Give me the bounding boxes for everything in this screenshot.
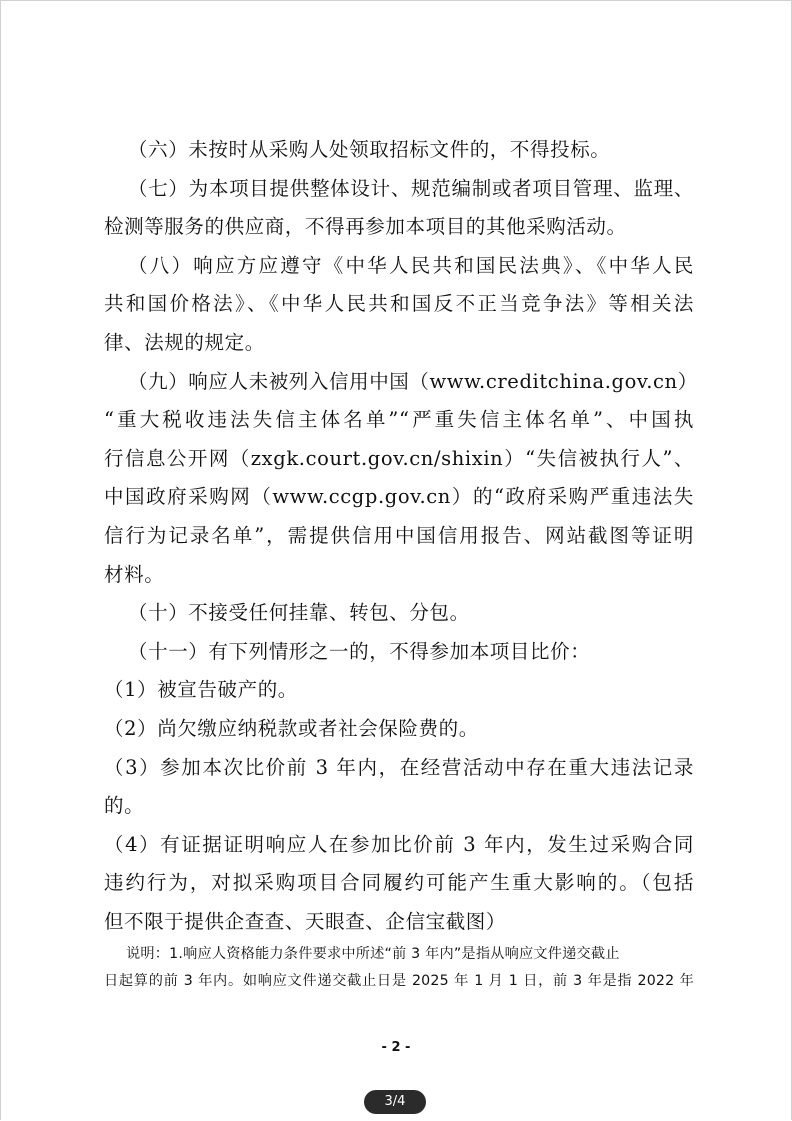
paragraph-line: 共和国价格法》、《中华人民共和国反不正当竞争法》等相关法 bbox=[104, 292, 694, 316]
paragraph-line: “重大税收违法失信主体名单”“严重失信主体名单”、中国执 bbox=[104, 408, 694, 432]
paragraph-line: 信行为记录名单”，需提供信用中国信用报告、网站截图等证明 bbox=[104, 523, 694, 547]
page-indicator: 3/4 bbox=[364, 1090, 426, 1114]
page-number: - 2 - bbox=[381, 1040, 411, 1055]
paragraph-line: 行信息公开网（zxgk.court.gov.cn/shixin）“失信被执行人”、 bbox=[104, 446, 694, 470]
paragraph-line: 材料。 bbox=[104, 562, 165, 586]
paragraph-line: 律、法规的规定。 bbox=[104, 330, 265, 354]
paragraph-line: （1）被宣告破产的。 bbox=[104, 678, 298, 702]
paragraph-line: 中国政府采购网（www.ccgp.gov.cn）的“政府采购严重违法失 bbox=[104, 485, 694, 509]
paragraph-line: （七）为本项目提供整体设计、规范编制或者项目管理、监理、 bbox=[128, 176, 694, 200]
paragraph-line: （六）未按时从采购人处领取招标文件的，不得投标。 bbox=[128, 138, 611, 161]
paragraph-line: （十）不接受任何挂靠、转包、分包。 bbox=[128, 601, 470, 625]
paragraph-line: 但不限于提供企查查、天眼查、企信宝截图） bbox=[104, 909, 507, 933]
paragraph-line: （九）响应人未被列入信用中国（www.creditchina.gov.cn） bbox=[128, 369, 698, 393]
note-line: 说明：1.响应人资格能力条件要求中所述“前 3 年内”是指从响应文件递交截止 bbox=[126, 946, 620, 963]
paragraph-line: （4）有证据证明响应人在参加比价前 3 年内，发生过采购合同 bbox=[104, 832, 694, 856]
paragraph-line: 违约行为，对拟采购项目合同履约可能产生重大影响的。（包括 bbox=[104, 871, 694, 895]
paragraph-line: 检测等服务的供应商，不得再参加本项目的其他采购活动。 bbox=[104, 215, 627, 239]
paragraph-line: 的。 bbox=[104, 794, 145, 818]
note-line: 日起算的前 3 年内。如响应文件递交截止日是 2025 年 1 月 1 日，前 3 年是指 2022 年 bbox=[104, 973, 694, 990]
paragraph-line: （2）尚欠缴应纳税款或者社会保险费的。 bbox=[104, 716, 479, 740]
paragraph-line: （十一）有下列情形之一的，不得参加本项目比价： bbox=[128, 639, 591, 663]
document-body bbox=[104, 131, 698, 995]
paragraph-line: （3）参加本次比价前 3 年内，在经营活动中存在重大违法记录 bbox=[104, 755, 694, 779]
paragraph-line: （八）响应方应遵守《中华人民共和国民法典》、《中华人民 bbox=[128, 253, 694, 277]
